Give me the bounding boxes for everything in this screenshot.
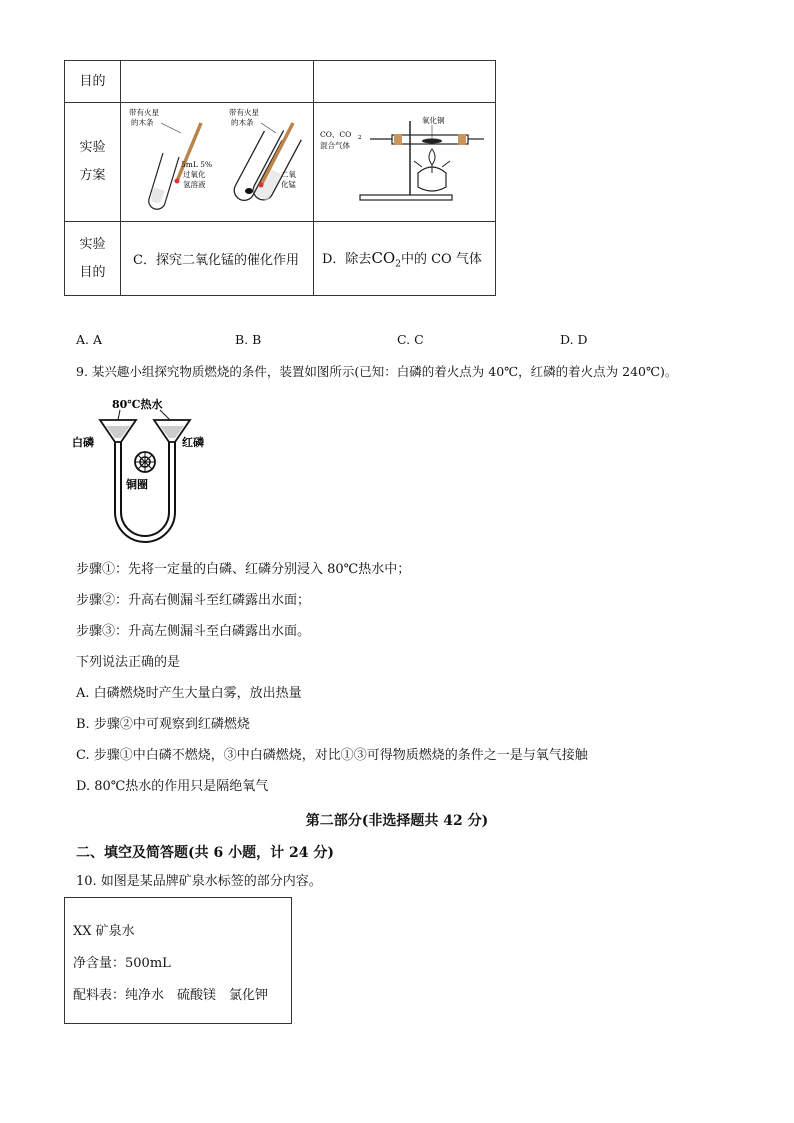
svg-text:2: 2	[358, 135, 362, 141]
svg-text:80℃热水: 80℃热水	[112, 398, 163, 411]
label-ingredients: 配料表：纯净水 硫酸镁 氯化钾	[73, 988, 269, 1003]
svg-text:铜圈: 铜圈	[126, 478, 148, 491]
svg-text:的木条: 的木条	[131, 118, 154, 127]
cell-c-text: C．探究二氧化锰的催化作用	[121, 222, 314, 296]
svg-text:带有火星: 带有火星	[129, 108, 159, 117]
co-removal-diagram	[314, 103, 495, 217]
part2-title: 第二部分(非选择题共 42 分)	[305, 813, 489, 829]
q9-prompt: 下列说法正确的是	[76, 655, 181, 670]
catalyst-test-diagram	[121, 103, 313, 217]
answer-d: D. D	[560, 332, 588, 347]
row-label-plan: 实验 方案	[65, 103, 121, 222]
svg-text:化锰: 化锰	[281, 180, 296, 189]
q9-option-b: B. 步骤②中可观察到红磷燃烧	[76, 717, 250, 732]
experiment-table	[64, 60, 496, 296]
answer-c: C. C	[397, 332, 424, 347]
row-label-purpose: 目的	[65, 61, 121, 103]
svg-text:二氧: 二氧	[281, 170, 296, 179]
svg-text:白磷: 白磷	[72, 436, 94, 449]
svg-text:过氧化: 过氧化	[183, 170, 206, 179]
diagram-c-cell	[121, 103, 314, 222]
q10-stem: 10. 如图是某品牌矿泉水标签的部分内容。	[76, 874, 322, 889]
cell-d-text: D．除去$CO_2$中的 CO 气体	[314, 222, 496, 296]
answer-a: A. A	[76, 332, 103, 347]
row-label-purpose-2: 实验 目的	[65, 222, 121, 296]
svg-text:红磷: 红磷	[182, 436, 204, 449]
q9-option-c: C. 步骤①中白磷不燃烧，③中白磷燃烧，对比①③可得物质燃烧的条件之一是与氧气接触	[76, 748, 588, 763]
svg-text:氧化铜: 氧化铜	[422, 116, 445, 125]
svg-text:5mL 5%: 5mL 5%	[181, 160, 213, 169]
q9-option-a: A. 白磷燃烧时产生大量白雾，放出热量	[76, 686, 302, 701]
svg-text:混合气体: 混合气体	[320, 141, 350, 150]
answer-b: B. B	[235, 332, 262, 347]
q9-option-d: D. 80℃热水的作用只是隔绝氧气	[76, 779, 269, 794]
mineral-water-label	[64, 897, 292, 1024]
cell-empty-a	[121, 61, 314, 103]
diagram-d-cell	[314, 103, 496, 222]
label-volume: 净含量：500mL	[73, 956, 171, 971]
q9-step1: 步骤①：先将一定量的白磷、红磷分别浸入 80℃热水中；	[76, 562, 411, 577]
cell-empty-b	[314, 61, 496, 103]
q9-step2: 步骤②：升高右侧漏斗至红磷露出水面；	[76, 593, 311, 608]
label-brand: XX 矿泉水	[73, 924, 135, 939]
svg-text:的木条: 的木条	[231, 118, 254, 127]
svg-text:CO、CO: CO、CO	[320, 130, 352, 139]
svg-text:带有火星: 带有火星	[229, 108, 259, 117]
svg-text:氢溶液: 氢溶液	[183, 180, 206, 189]
combustion-apparatus-diagram	[70, 390, 220, 550]
q9-stem: 9. 某兴趣小组探究物质燃烧的条件，装置如图所示(已知：白磷的着火点为 40℃，红磷的着火点为 240℃)。	[76, 364, 678, 379]
q9-step3: 步骤③：升高左侧漏斗至白磷露出水面。	[76, 624, 311, 639]
section2-title: 二、填空及简答题(共 6 小题，计 24 分)	[76, 845, 334, 861]
mno2-powder	[245, 188, 253, 194]
